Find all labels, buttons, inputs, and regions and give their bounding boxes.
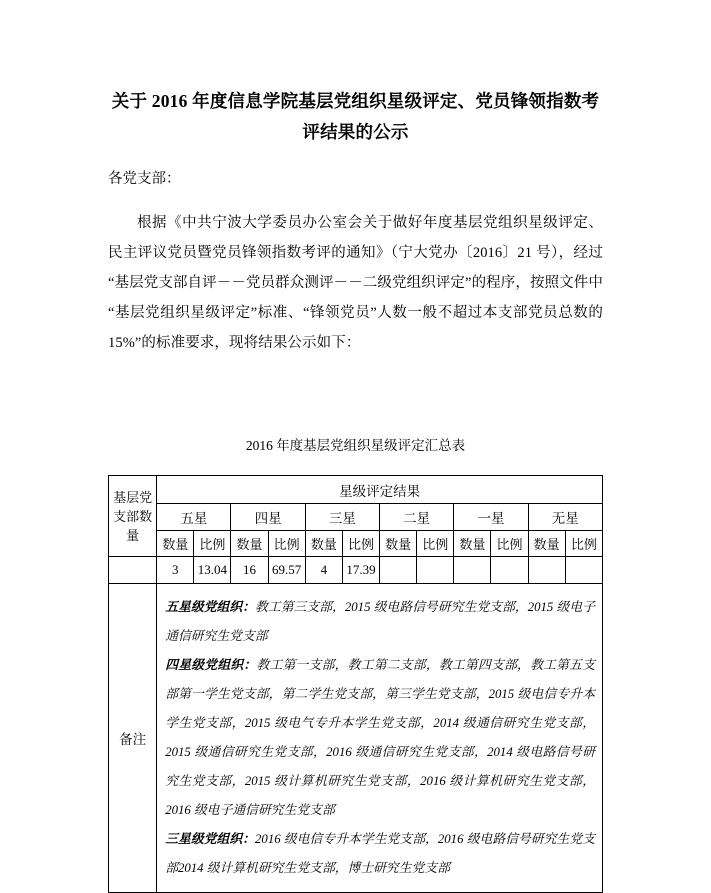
header-rating-result: 星级评定结果	[157, 476, 603, 504]
table-row	[109, 557, 603, 584]
star-rating-summary-table	[108, 475, 603, 893]
table-header-row-stars	[109, 504, 603, 531]
remark-four-star-text: 教工第一支部，教工第二支部，教工第四支部，教工第五支部第一学生党支部，第二学生党支部，第三学生党支部，2015 级电信专升本学生党支部，2015 级电气专升本学生党支部，2014 级通信研究生党支部，2015 级通信研究生党支部，2016 级通信研究生党支部，2014 级电路信号研究生党支部，2015 级计算机研究生党支部，2016 级计算机研究生党支部，2016 级电子通信研究生党支部	[165, 658, 596, 817]
remark-five-star-text: 教工第三支部，2015 级电路信号研究生党支部，2015 级电子通信研究生党支部	[165, 600, 595, 643]
header-sub-ratio-three: 比例	[342, 531, 379, 557]
table-header-row-group	[109, 476, 603, 504]
cell-count-four: 16	[231, 557, 268, 584]
remark-four-star-head: 四星级党组织：	[165, 658, 257, 672]
page-title: 关于 2016 年度信息学院基层党组织星级评定、党员锋领指数考评结果的公示	[111, 91, 600, 142]
remark-three-star-head: 三星级党组织：	[165, 832, 256, 846]
header-sub-count-two: 数量	[380, 531, 417, 557]
table-header-row-sub	[109, 531, 603, 557]
header-star-two: 二星	[380, 504, 454, 531]
header-star-none: 无星	[528, 504, 602, 531]
cell-count-five: 3	[157, 557, 194, 584]
cell-ratio-two	[417, 557, 454, 584]
cell-ratio-one	[491, 557, 528, 584]
cell-ratio-three: 17.39	[342, 557, 379, 584]
cell-ratio-four: 69.57	[268, 557, 305, 584]
table-remarks-row	[109, 584, 603, 893]
header-sub-ratio-none: 比例	[565, 531, 602, 557]
header-sub-ratio-two: 比例	[417, 531, 454, 557]
header-star-one: 一星	[454, 504, 528, 531]
cell-count-two	[380, 557, 417, 584]
header-sub-count-three: 数量	[305, 531, 342, 557]
remark-three-star-text: 2016 级电信专升本学生党支部，2016 级电路信号研究生党支部2014 级计算机研究生党支部，博士研究生党支部	[165, 832, 595, 875]
header-sub-count-five: 数量	[157, 531, 194, 557]
header-sub-ratio-one: 比例	[491, 531, 528, 557]
header-star-five: 五星	[157, 504, 231, 531]
cell-count-none	[528, 557, 565, 584]
header-sub-count-four: 数量	[231, 531, 268, 557]
cell-count-one	[454, 557, 491, 584]
table-caption: 2016 年度基层党组织星级评定汇总表	[245, 438, 466, 453]
main-paragraph: 根据《中共宁波大学委员办公室会关于做好年度基层党组织星级评定、民主评议党员暨党员锋领指数考评的通知》（宁大党办〔2016〕21 号），经过“基层党支部自评－－党员群众测评－－二级党组织评定”的程序，按照文件中“基层党组织星级评定”标准、“锋领党员”人数一般不超过本支部党员总数的 15%”的标准要求，现将结果公示如下：	[108, 215, 603, 351]
cell-count-three: 4	[305, 557, 342, 584]
remark-four-star	[165, 651, 595, 825]
remarks-label: 备注	[109, 584, 157, 893]
summary-table-wrapper	[108, 475, 603, 893]
cell-ratio-five: 13.04	[194, 557, 231, 584]
remark-five-star	[165, 593, 595, 651]
header-star-four: 四星	[231, 504, 305, 531]
remark-three-star	[165, 825, 595, 883]
cell-ratio-none	[565, 557, 602, 584]
salutation: 各党支部：	[108, 171, 181, 187]
cell-branch-count	[109, 557, 157, 584]
remarks-content	[157, 584, 603, 893]
header-branch-count: 基层党支部数量	[109, 476, 157, 557]
header-sub-ratio-five: 比例	[194, 531, 231, 557]
header-sub-count-one: 数量	[454, 531, 491, 557]
header-star-three: 三星	[305, 504, 379, 531]
header-sub-count-none: 数量	[528, 531, 565, 557]
document-body	[108, 0, 603, 893]
remark-five-star-head: 五星级党组织：	[165, 600, 256, 614]
header-sub-ratio-four: 比例	[268, 531, 305, 557]
